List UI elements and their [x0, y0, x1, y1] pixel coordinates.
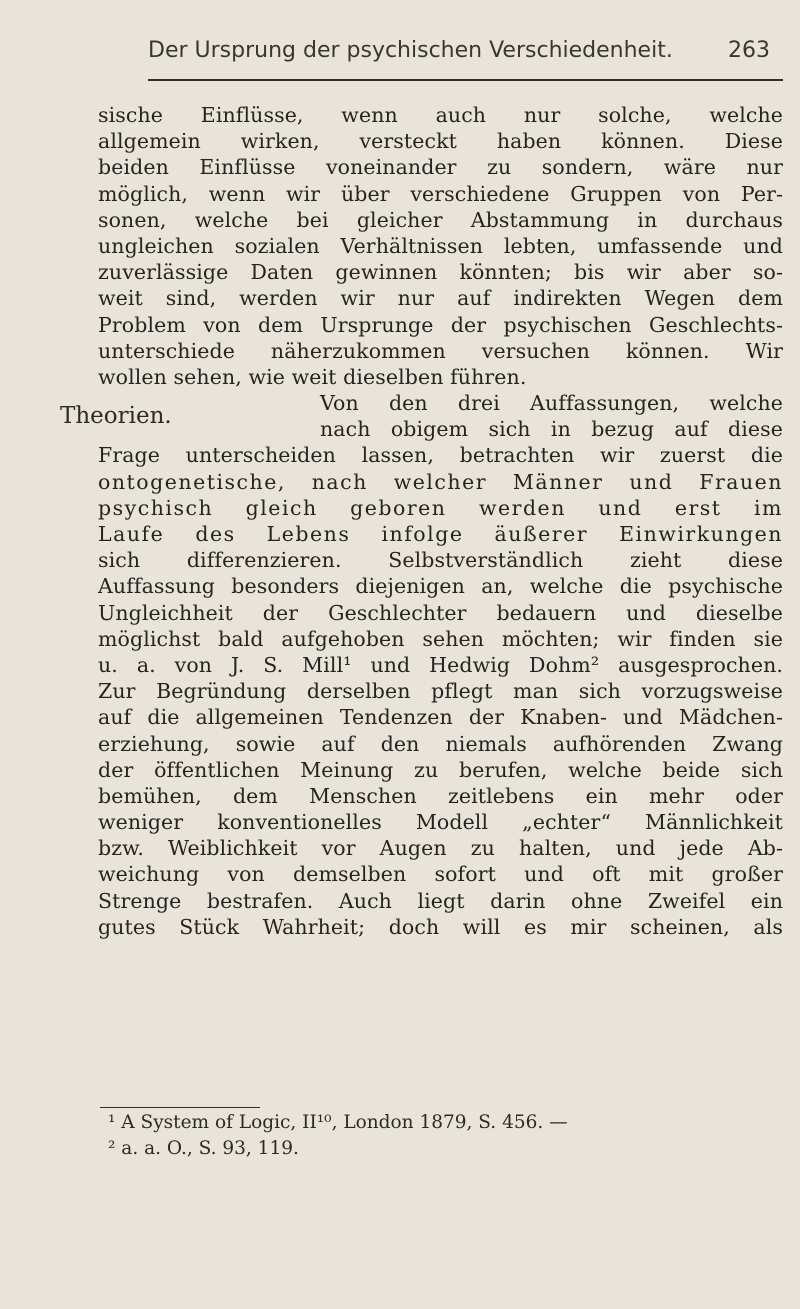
text-line: Von den drei Auffassungen, welche [320, 391, 783, 416]
text-line: der öffentlichen Meinung zu berufen, welche beide sich [98, 757, 783, 782]
text-line: gutes Stück Wahrheit; doch will es mir scheinen, als [98, 914, 783, 939]
header-rule [148, 79, 783, 81]
text-line: möglich, wenn wir über verschiedene Gruppen von Per- [98, 181, 783, 206]
text-line: zuverlässige Daten gewinnen könnten; bis wir aber so- [98, 260, 783, 285]
text-line: Strenge bestrafen. Auch liegt darin ohne Zweifel ein [98, 888, 783, 913]
footnote: ¹ A System of Logic, II¹⁰, London 1879, S. 456. — [108, 1112, 568, 1133]
text-line: weit sind, werden wir nur auf indirekten Wegen dem [98, 286, 783, 311]
margin-note-theorien: Theorien. [60, 403, 172, 430]
text-line: möglichst bald aufgehoben sehen möchten; wir finden sie [98, 626, 783, 651]
text-line: sonen, welche bei gleicher Abstammung in durchaus [98, 207, 783, 232]
text-line: ontogenetische, nach welcher Männer und Frauen [98, 469, 783, 494]
text-line: sich differenzieren. Selbstverständlich zieht diese [98, 548, 783, 573]
text-line: beiden Einflüsse voneinander zu sondern, wäre nur [98, 155, 783, 180]
text-line: Laufe des Lebens infolge äußerer Einwirkungen [98, 522, 783, 546]
footnote-rule [100, 1107, 260, 1108]
text-line: erziehung, sowie auf den niemals aufhörenden Zwang [98, 731, 783, 756]
text-line: Auffassung besonders diejenigen an, welche die psychische [98, 574, 783, 599]
text-line: u. a. von J. S. Mill¹ und Hedwig Dohm² ausgesprochen. [98, 652, 783, 677]
page-number: 263 [728, 38, 770, 63]
text-line: weniger konventionelles Modell „echter“ Männlichkeit [98, 810, 783, 835]
text-line: sische Einflüsse, wenn auch nur solche, welche [98, 103, 783, 127]
text-line: Problem von dem Ursprunge der psychischen Geschlechts- [98, 312, 783, 337]
footnote: ² a. a. O., S. 93, 119. [108, 1138, 299, 1159]
text-line: bemühen, dem Menschen zeitlebens ein mehr oder [98, 783, 783, 808]
body-text [60, 102, 783, 940]
text-line: bzw. Weiblichkeit vor Augen zu halten, und jede Ab- [98, 836, 783, 861]
text-line: Zur Begründung derselben pflegt man sich vorzugsweise [98, 679, 783, 704]
text-line: Ungleichheit der Geschlechter bedauern und dieselbe [98, 600, 783, 625]
text-line: wollen sehen, wie weit dieselben führen. [98, 364, 527, 389]
text-line: allgemein wirken, versteckt haben können. Diese [98, 129, 783, 154]
text-line: unterschiede näherzukommen versuchen können. Wir [98, 338, 783, 363]
text-line: weichung von demselben sofort und oft mit großer [98, 862, 783, 887]
text-line: nach obigem sich in bezug auf diese [320, 417, 783, 442]
text-line: ungleichen sozialen Verhältnissen lebten, umfassende und [98, 233, 783, 258]
text-line: psychisch gleich geboren werden und erst im [98, 495, 783, 520]
text-line: auf die allgemeinen Tendenzen der Knaben- und Mädchen- [98, 705, 783, 730]
running-head-title: Der Ursprung der psychischen Verschiedenheit. [148, 38, 673, 63]
text-line: Frage unterscheiden lassen, betrachten wir zuerst die [98, 443, 783, 468]
footnotes [108, 1110, 783, 1162]
